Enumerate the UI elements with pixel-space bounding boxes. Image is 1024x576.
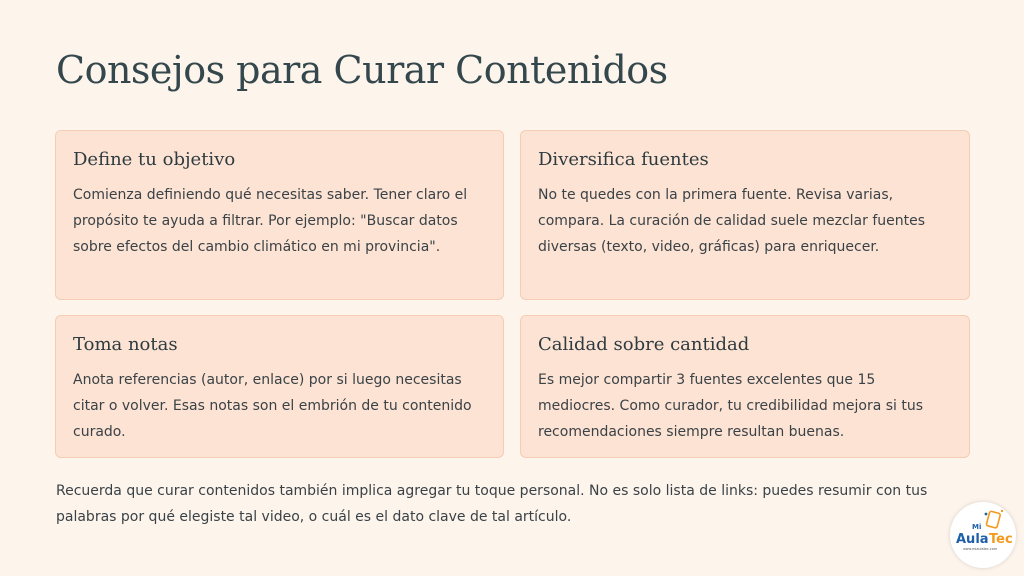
card-body: Comienza definiendo qué necesitas saber. Tener claro el propósito te ayuda a filtrar. Por ejemplo: "Buscar datos sobre efectos del cambio climático en mi provincia". xyxy=(73,187,468,255)
card-toma-notas xyxy=(55,315,504,458)
logo-mi-text: Mi xyxy=(972,523,982,531)
card-calidad-cantidad xyxy=(520,315,970,458)
card-body: Anota referencias (autor, enlace) por si luego necesitas citar o volver. Esas notas son el embrión de tu contenido curado. xyxy=(73,372,472,440)
footer-note: Recuerda que curar contenidos también implica agregar tu toque personal. No es solo lista de links: puedes resumir con tus palabras por qué elegiste tal video, o cuál es el dato clave de tal artículo. xyxy=(56,483,928,525)
logo-aula-text: Aula xyxy=(956,532,989,547)
page-title: Consejos para Curar Contenidos xyxy=(56,48,668,92)
miaulatec-logo xyxy=(950,502,1016,568)
card-heading: Calidad sobre cantidad xyxy=(538,334,750,355)
logo-url-text: www.miaulatec.com xyxy=(963,547,998,551)
card-heading: Toma notas xyxy=(73,334,178,355)
card-heading: Diversifica fuentes xyxy=(538,149,709,170)
logo-tec-text: Tec xyxy=(989,532,1013,547)
card-diversifica-fuentes xyxy=(520,130,970,300)
card-body: Es mejor compartir 3 fuentes excelentes que 15 mediocres. Como curador, tu credibilidad mejora si tus recomendaciones siempre resultan buenas. xyxy=(538,372,924,440)
card-body: No te quedes con la primera fuente. Revisa varias, compara. La curación de calidad suele mezclar fuentes diversas (texto, video, gráficas) para enriquecer. xyxy=(538,187,926,255)
logo-icon xyxy=(950,502,1016,568)
card-heading: Define tu objetivo xyxy=(73,149,236,170)
card-define-objetivo xyxy=(55,130,504,300)
